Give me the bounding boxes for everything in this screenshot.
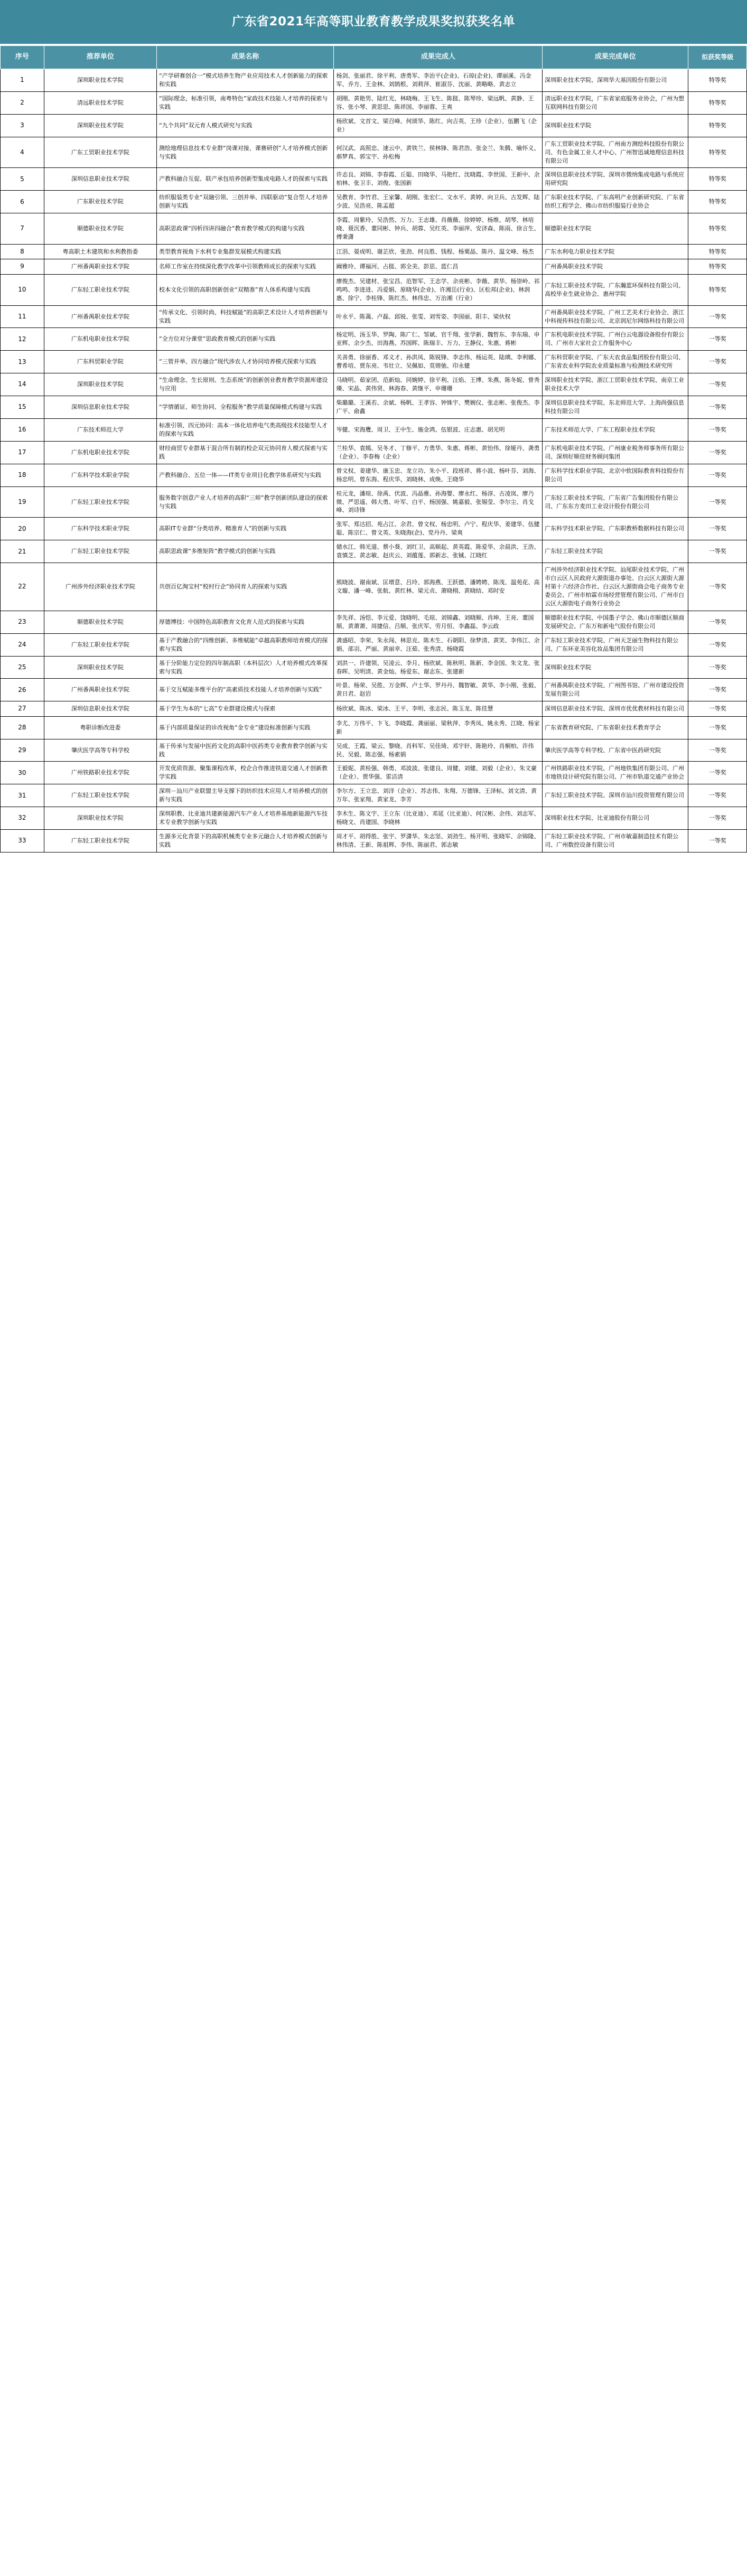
cell-award-level: 一等奖 — [688, 418, 747, 441]
cell-award-level: 特等奖 — [688, 168, 747, 191]
cell-contributing-units: 深圳职业技术学院 — [543, 114, 688, 137]
cell-seq: 4 — [1, 137, 44, 168]
cell-contributors: 熊晓波、谢南斌、匡增意、吕玲、郭海燕、王跃德、潘娉娉、陈茂、温苑花、高文璇、潘一峰、张航、黄红林、梁元贞、萧晓栩、黄晓结、邓时安 — [334, 563, 543, 611]
table-row — [1, 486, 747, 518]
cell-achievement-name: 产教科融合、五位一体——IT类专业项目化教学体系研究与实践 — [157, 464, 334, 486]
cell-achievement-name: 生源多元化背景下的高职机械类专业多元融合人才培养模式创新与实践 — [157, 830, 334, 853]
cell-seq: 33 — [1, 830, 44, 853]
cell-contributing-units: 广东科贸职业学院、广东天农食品集团股份有限公司、广东省农业科学院农业质量标准与检测技术研究所 — [543, 351, 688, 373]
cell-seq: 14 — [1, 373, 44, 396]
table-row — [1, 807, 747, 830]
cell-recommending-unit: 广东科学技术职业学院 — [44, 518, 156, 540]
table-row — [1, 679, 747, 701]
cell-recommending-unit: 广东轻工职业技术学院 — [44, 486, 156, 518]
table-row — [1, 245, 747, 259]
cell-seq: 20 — [1, 518, 44, 540]
cell-seq: 8 — [1, 245, 44, 259]
cell-achievement-name: 名师工作室在持续深化教学改革中引领教师成长的探索与实践 — [157, 259, 334, 274]
cell-achievement-name: 类型教育视角下水利专业集群发展模式构建实践 — [157, 245, 334, 259]
cell-contributors: 曾文权、姜建华、康玉忠、龙立功、朱小平、段班祥、蒋小波、杨叶芬、刘海、杨忠明、曾东海、程庆华、刘晓林、成焕、王晓华 — [334, 464, 543, 486]
cell-recommending-unit: 顺德职业技术学院 — [44, 213, 156, 245]
cell-achievement-name: “三管并举、四方融合”现代涉农人才协同培养模式探索与实践 — [157, 351, 334, 373]
cell-seq: 31 — [1, 784, 44, 807]
cell-contributing-units: 广东省教育研究院、广东省职业技术教育学会 — [543, 716, 688, 739]
award-table — [0, 45, 747, 853]
cell-seq: 7 — [1, 213, 44, 245]
cell-recommending-unit: 深圳信息职业技术学院 — [44, 396, 156, 419]
cell-seq: 19 — [1, 486, 44, 518]
cell-recommending-unit: 广东轻工职业技术学院 — [44, 540, 156, 563]
cell-contributing-units: 深圳信息职业技术学院、深圳市微纳集成电路与系统应用研究院 — [543, 168, 688, 191]
cell-contributors: 阚雅玲、谭福河、占挺、郭全美、彭思、蓝仁昌 — [334, 259, 543, 274]
table-row — [1, 114, 747, 137]
cell-contributors: 桂元龙，潘琼、徐禹、伏波、冯晶雅、孙海婴、廖永红、杨淳、古凌岚、廖乃徵、严思遥、韩大勇、叶军、白平、杨国强、姚嘉毅、张锡莹、李尔尘、肖戈峰、刘诗锋 — [334, 486, 543, 518]
cell-contributing-units: 广州番禺职业技术学院、广州图书馆、广州市建设投资发展有限公司 — [543, 679, 688, 701]
cell-achievement-name: 深圳职教、比亚迪共建新能源汽车产业人才培养基地新能源汽车技术专业教学创新与实践 — [157, 807, 334, 830]
cell-seq: 13 — [1, 351, 44, 373]
cell-contributing-units: 广州涉外经济职业技术学院、汕尾职业技术学院、广州市白云区人民政府大源街道办事处、白云区大源街大源村第十六经济合作社、白云区大源街商会电子商务专业委员会、广州市柏霖市场经营管理有限公司、广州市白云区大源街电子商务行业协会 — [543, 563, 688, 611]
cell-contributors: 李先祥、汤恺、李元爱、饶晓明、毛琼、刘锦鑫、刘晓顺、肖坤、王亮、董国顺、黄萧萧、周捷信、吕顺、张庆军、劳月恒、李鑫磊、李云政 — [334, 611, 543, 633]
cell-award-level: 一等奖 — [688, 518, 747, 540]
cell-achievement-name: 开发优质资源、聚集课程改革，校企合作推进铁道交通人才创新教学实践 — [157, 762, 334, 784]
cell-contributors: 吴教育、李竹君、王家馨、胡刚、张宏仁、文水平、黄婷、向卫兵、古发辉、陆少波、吴浩亮、陈孟超 — [334, 191, 543, 213]
table-row — [1, 418, 747, 441]
table-row — [1, 441, 747, 464]
cell-achievement-name: 基于内部质量保证的诊改视角“金专业”建设标准创新与实践 — [157, 716, 334, 739]
cell-recommending-unit: 深圳职业技术学院 — [44, 656, 156, 679]
cell-contributors: 马晓明、茹家团、范新灿、同婉婷、徐平利、汪焰、王博、朱燕、陈冬妮、曾秀臻、宋晶、黄伟贤、林海春、黄继平、申珊珊 — [334, 373, 543, 396]
cell-award-level: 一等奖 — [688, 328, 747, 351]
cell-recommending-unit: 深圳职业技术学院 — [44, 114, 156, 137]
cell-recommending-unit: 清远职业技术学院 — [44, 91, 156, 114]
cell-seq: 17 — [1, 441, 44, 464]
cell-seq: 6 — [1, 191, 44, 213]
cell-award-level: 一等奖 — [688, 701, 747, 716]
cell-recommending-unit: 顺德职业技术学院 — [44, 611, 156, 633]
cell-contributing-units: 广东轻工职业技术学院、广东瀚蓝环保科技有限公司、高校毕业生就业协会、惠州学院 — [543, 274, 688, 305]
cell-contributing-units: 广东轻工职业技术学院、深圳市汕川投资管理有限公司 — [543, 784, 688, 807]
cell-award-level: 一等奖 — [688, 807, 747, 830]
cell-recommending-unit: 粤高职土木建筑和水利教指委 — [44, 245, 156, 259]
cell-contributors: 吴成、王霞、梁云、黎晓、肖科军、吴佳琦、邓宇轩、陈艳玲、肖桐柏、许伟民、吴毅、陈志强、杨素娟 — [334, 739, 543, 762]
cell-seq: 29 — [1, 739, 44, 762]
cell-contributors: 李尤、万伟平、卞飞、李晓霞、龚丽丽、梁秋萍、李秀凤、姚永秀、江晓、杨家新 — [334, 716, 543, 739]
cell-contributors: 李木生、陈文宇、王立东（比亚迪）、邓延（比亚迪）、何汉彬、余伟、刘志军、杨晓文、肖建国、李晓林 — [334, 807, 543, 830]
column-header-seq: 序号 — [1, 46, 44, 69]
cell-recommending-unit: 深圳职业技术学院 — [44, 373, 156, 396]
cell-seq: 5 — [1, 168, 44, 191]
cell-contributing-units: 广东科学技术职业学院、广东职教桥数据科技有限公司 — [543, 518, 688, 540]
cell-achievement-name: 高职思政课“多维矩阵”教学模式的创新与实践 — [157, 540, 334, 563]
column-header-award-level: 拟获奖等级 — [688, 46, 747, 69]
cell-contributing-units: 顺德职业技术学院、中国墨子学会、佛山市顺德区顺商发展研究会、广东万和新电气股份有限公司 — [543, 611, 688, 633]
cell-achievement-name: 基于学生为本的“七高”专业群建设模式与探索 — [157, 701, 334, 716]
table-row — [1, 633, 747, 656]
cell-award-level: 特等奖 — [688, 191, 747, 213]
cell-contributing-units: 广东技术师范大学、广东工程职业技术学院 — [543, 418, 688, 441]
cell-recommending-unit: 广东轻工职业技术学院 — [44, 633, 156, 656]
table-row — [1, 373, 747, 396]
cell-seq: 16 — [1, 418, 44, 441]
cell-award-level: 特等奖 — [688, 114, 747, 137]
cell-recommending-unit: 广东轻工职业技术学院 — [44, 784, 156, 807]
cell-achievement-name: 基于产教融合的“四维创新、多维赋能”卓越高职教师培育模式的探索与实践 — [157, 633, 334, 656]
cell-contributing-units: 广东机电职业技术学院、广州康业税务师事务所有限公司、深圳好顺佳财务顾问集团 — [543, 441, 688, 464]
cell-achievement-name: 基于交互赋能多维平台的“高素质技术技能人才培养创新与实践” — [157, 679, 334, 701]
cell-contributors: 岑健、宋海鹰、周卫、王中生、施金鸿、伍银波、庄志惠、胡光明 — [334, 418, 543, 441]
table-row — [1, 168, 747, 191]
cell-recommending-unit: 广东技术师范大学 — [44, 418, 156, 441]
table-header — [1, 46, 747, 69]
cell-award-level: 一等奖 — [688, 739, 747, 762]
cell-recommending-unit: 广东科贸职业学院 — [44, 351, 156, 373]
cell-award-level: 特等奖 — [688, 274, 747, 305]
column-header-contributing-units: 成果完成单位 — [543, 46, 688, 69]
table-row — [1, 518, 747, 540]
cell-award-level: 一等奖 — [688, 351, 747, 373]
cell-contributing-units: 肇庆医学高等专科学校、广东省中医药研究院 — [543, 739, 688, 762]
cell-contributors: 廖俊杰、吴建材、张宝昌、范智军、王志学、余亮彬、李薇、黄华、杨崇岭、祁鸣鸣、李进进、冯爱娟、原晓华(企业)、许湘岳(行业)、区松邦(企业)、林润惠、徐宁、李桂锋、陈红杰、林伟忠、万治湘（行业） — [334, 274, 543, 305]
cell-award-level: 特等奖 — [688, 213, 747, 245]
cell-seq: 21 — [1, 540, 44, 563]
cell-seq: 2 — [1, 91, 44, 114]
cell-achievement-name: 校本文化引领的高职创新创业“双精准”育人体系构建与实践 — [157, 274, 334, 305]
cell-recommending-unit: 肇庆医学高等专科学校 — [44, 739, 156, 762]
cell-award-level: 特等奖 — [688, 69, 747, 92]
cell-award-level: 一等奖 — [688, 716, 747, 739]
cell-award-level: 一等奖 — [688, 563, 747, 611]
cell-contributing-units: 深圳信息职业技术学院、深圳市优优教材科技有限公司 — [543, 701, 688, 716]
cell-recommending-unit: 广东机电职业技术学院 — [44, 441, 156, 464]
cell-achievement-name: “传承文化、引领时尚、科技赋能”的高职艺术设计人才培养创新与实践 — [157, 305, 334, 328]
cell-award-level: 一等奖 — [688, 762, 747, 784]
cell-recommending-unit: 广州涉外经济职业技术学院 — [44, 563, 156, 611]
table-row — [1, 259, 747, 274]
cell-achievement-name: 基于传承与发展中医药文化的高职中医药类专业教育教学创新与实践 — [157, 739, 334, 762]
cell-award-level: 一等奖 — [688, 486, 747, 518]
cell-contributors: 王毅妮、黄桂强、韩勇、邓波波、张建良、周健、刘健、刘毅（企业）、朱文豪（企业）、贾华强、雷洁清 — [334, 762, 543, 784]
cell-seq: 11 — [1, 305, 44, 328]
cell-contributors: 叶景、杨荣、吴胜、万金辉、卢士华、罗丹丹、魏智敏、黄华、李小刚、张毅、黄日君、赵岩 — [334, 679, 543, 701]
cell-award-level: 特等奖 — [688, 245, 747, 259]
cell-contributors: 杨定明、汤玉华、罗陶、陈广仁、邹斌、官千翔、张学新、魏哲东、李东瑞、申亚辉、余少杰、田海燕、苏国晖、陈瑞丰、万力、王静仪、朱惠、蒋彬 — [334, 328, 543, 351]
cell-award-level: 一等奖 — [688, 305, 747, 328]
cell-seq: 23 — [1, 611, 44, 633]
cell-award-level: 一等奖 — [688, 464, 747, 486]
cell-achievement-name: 纺织服装类专业“双融引领、三创并举、四联驱动”复合型人才培养创新与实践 — [157, 191, 334, 213]
table-row — [1, 464, 747, 486]
page-title-banner — [0, 0, 747, 45]
cell-recommending-unit: 广东职业技术学院 — [44, 191, 156, 213]
table-row — [1, 656, 747, 679]
cell-contributors: 刘洪一、许建领、吴凌云、李月、杨欣斌、陈秋明、陈新、李金国、朱文龙、张春晖、吴明清、黄金灿、杨爱东、谢志东、张建新 — [334, 656, 543, 679]
cell-seq: 18 — [1, 464, 44, 486]
cell-achievement-name: 服务数字创意产业人才培养的高职“三师”教学创新团队建设的探索与实践 — [157, 486, 334, 518]
cell-contributing-units: 广东轻工职业技术学院、广州天芝丽生物科技有限公司、广东环亚美容化妆品集团有限公司 — [543, 633, 688, 656]
cell-seq: 15 — [1, 396, 44, 419]
cell-award-level: 一等奖 — [688, 373, 747, 396]
cell-contributors: 柴璐璐、王溪若、余斌、杨帆、王孝容、钟姝宇、樊婉仪、张志彬、张俊杰、李广平、俞鑫 — [334, 396, 543, 419]
cell-contributors: 周才平、胡得胜、张宇、罗潇华、朱志坚、刘劲生、杨开明、张晓军、余锦隆、林伟清、王新、陈祖辉、李伟、陈丽君、郭志敏 — [334, 830, 543, 853]
cell-seq: 27 — [1, 701, 44, 716]
cell-achievement-name: “全方位对分课堂”思政教育模式的创新与实践 — [157, 328, 334, 351]
cell-contributors: 胡刚、黄艳男、陆红光、林晓梅、王飞生、陈挺、陈琴珍、梁远帆、黄静、王容、张小琴、黄思思、陈祥国、李丽蓉、王爽 — [334, 91, 543, 114]
table-header-row — [1, 46, 747, 69]
cell-contributing-units: 广东机电职业技术学院、广州白云电器设备股份有限公司、广州市大家社会工作服务中心 — [543, 328, 688, 351]
cell-seq: 1 — [1, 69, 44, 92]
cell-seq: 9 — [1, 259, 44, 274]
cell-contributing-units: 深圳职业技术学院、比亚迪股份有限公司 — [543, 807, 688, 830]
table-row — [1, 213, 747, 245]
cell-recommending-unit: 广州番禺职业技术学院 — [44, 305, 156, 328]
cell-achievement-name: 财经商贸专业群基于混合所有制的校企双元协同育人模式探索与实践 — [157, 441, 334, 464]
table-row — [1, 351, 747, 373]
cell-seq: 30 — [1, 762, 44, 784]
cell-contributors: 储水江、韩光道、蔡小葵、刘红卫、高顺起、黄英霞、陈爱华、余晨洪、王浩、袁慎芝、黄志敏、赵庆云、刘蕴莲、郭新志、张铖、江晓红 — [334, 540, 543, 563]
cell-contributing-units: 广东职业技术学院、广东高明产业创新研究院、广东省纺织工程学会、佛山市纺织服装行业协会 — [543, 191, 688, 213]
cell-achievement-name: 测绘地理信息技术专业群“岗课对接、课赛研创”人才培养模式创新与实践 — [157, 137, 334, 168]
table-row — [1, 305, 747, 328]
cell-achievement-name: “生命理念、生长原则、生态系统”的创新创业教育教学资源库建设与应用 — [157, 373, 334, 396]
cell-contributing-units: 深圳职业技术学院、深圳华大基因股份有限公司 — [543, 69, 688, 92]
table-row — [1, 540, 747, 563]
cell-seq: 10 — [1, 274, 44, 305]
cell-achievement-name: 高职IT专业群“分类培养、精准育人”的创新与实践 — [157, 518, 334, 540]
column-header-contributors: 成果完成人 — [334, 46, 543, 69]
cell-award-level: 一等奖 — [688, 396, 747, 419]
cell-achievement-name: 标准引领、四元协同：高本一体化培养电气类高级技术技能型人才的探索与实践 — [157, 418, 334, 441]
table-row — [1, 701, 747, 716]
cell-award-level: 一等奖 — [688, 679, 747, 701]
cell-contributing-units: 广州番禺职业技术学院、广州工艺美术行业协会、浙江中科视传科技有限公司、北京润尼尔网络科技有限公司 — [543, 305, 688, 328]
cell-achievement-name: “学情循证、师生协同、全程服务”教学质量保障模式构建与实践 — [157, 396, 334, 419]
table-row — [1, 611, 747, 633]
cell-contributors: 许志良、刘锦、李春霞、丘聪、田晓华、马艳红、沈晓霞、李世国、王新中、余柏林、张卫丰、刘俊、张国新 — [334, 168, 543, 191]
cell-achievement-name: “九个共同”双元育人模式研究与实践 — [157, 114, 334, 137]
cell-recommending-unit: 广州番禺职业技术学院 — [44, 259, 156, 274]
cell-seq: 25 — [1, 656, 44, 679]
cell-contributors: 龚盛昭、李荣、朱永闯、林思克、陈木生、石朝阳、徐梦清、黄笑、李伟江、余娟、邵羽、严丽、黄丽幸、汪茹、张秀清、杨晓霞 — [334, 633, 543, 656]
column-header-recommending-unit: 推荐单位 — [44, 46, 156, 69]
cell-award-level: 一等奖 — [688, 611, 747, 633]
cell-award-level: 特等奖 — [688, 91, 747, 114]
cell-award-level: 一等奖 — [688, 830, 747, 853]
cell-contributing-units: 广东轻工职业技术学院、广东省广告集团股份有限公司、广东东方麦田工业设计股份有限公司 — [543, 486, 688, 518]
cell-contributors: 杨欣斌、文首文、梁召峰、何颂华、陈红、向吉英、王珍（企业）、伍鹏飞（企业） — [334, 114, 543, 137]
cell-contributors: 李霞、周紫玲、吴浩然、万力、王志雄、肖薇薇、徐婷婷、杨维、胡琴、林培晓、聂沉香、董同彬、钟兵、胡蓉、吴红英、李丽萍、安济森、陈雨、徐言生、傅秉潇 — [334, 213, 543, 245]
cell-seq: 32 — [1, 807, 44, 830]
table-body — [1, 69, 747, 853]
table-row — [1, 784, 747, 807]
cell-achievement-name: 共创百亿淘宝村“校村行企”协同育人的探索与实践 — [157, 563, 334, 611]
table-row — [1, 137, 747, 168]
cell-recommending-unit: 广东机电职业技术学院 — [44, 328, 156, 351]
cell-contributors: 江涓、晏成明、谢芷欣、张劲、何良胜、钱程、杨栗晶、陈丹、温文峰、杨杰 — [334, 245, 543, 259]
cell-contributors: 关善勇、徐丽香、邓义才、孙洪凤、陈锐锋、李志伟、杨运英、陆璃、李利娜、曹希培、贾东亮、韦壮立、吴佩如、莫镕弛、印永健 — [334, 351, 543, 373]
cell-recommending-unit: 广东科学技术职业学院 — [44, 464, 156, 486]
table-row — [1, 762, 747, 784]
cell-contributing-units: 广东工贸职业技术学院、广州南方测绘科技股份有限公司、有色金属工业人才中心、广州智迅诚地理信息科技有限公司 — [543, 137, 688, 168]
cell-achievement-name: “产学研赛创合一”模式培养生物产业应用技术人才创新能力的探索和实践 — [157, 69, 334, 92]
cell-achievement-name: 高职思政课“四析四讲四融合”教育教学模式的构建与实践 — [157, 213, 334, 245]
column-header-achievement-name: 成果名称 — [157, 46, 334, 69]
cell-contributors: 杨剑、张丽君、徐平利、唐勇军、李治平(企业)、石琼(企业)、谭丽溪、冯金军、乔方、王金林、刘鹄根、刘莉萍、崔淑芬、沈丽、黄略略、黄志立 — [334, 69, 543, 92]
cell-recommending-unit: 深圳职业技术学院 — [44, 807, 156, 830]
cell-award-level: 一等奖 — [688, 633, 747, 656]
cell-seq: 3 — [1, 114, 44, 137]
cell-recommending-unit: 广东轻工职业技术学院 — [44, 830, 156, 853]
cell-award-level: 特等奖 — [688, 259, 747, 274]
cell-contributing-units: 广东轻工职业技术学院、广州市敏嘉制造技术有限公司、广州数控设备有限公司 — [543, 830, 688, 853]
cell-seq: 26 — [1, 679, 44, 701]
cell-contributors: 杨欣斌、陈冰、梁冰、王平、李明、张志民、陈玉龙、陈佳慧 — [334, 701, 543, 716]
cell-award-level: 一等奖 — [688, 441, 747, 464]
cell-contributing-units: 广州番禺职业技术学院 — [543, 259, 688, 274]
cell-recommending-unit: 广东轻工职业技术学院 — [44, 274, 156, 305]
cell-award-level: 一等奖 — [688, 540, 747, 563]
cell-contributing-units: 广东科学技术职业学院、北京中软国际教育科技股份有限公司 — [543, 464, 688, 486]
table-row — [1, 274, 747, 305]
cell-achievement-name: 产教科融合互促、联产承包培养创新型集成电路人才的探索与实践 — [157, 168, 334, 191]
cell-seq: 22 — [1, 563, 44, 611]
table-row — [1, 716, 747, 739]
cell-contributing-units: 深圳信息职业技术学院、东北师范大学、上海尚强信息科技有限公司 — [543, 396, 688, 419]
cell-seq: 12 — [1, 328, 44, 351]
cell-contributors: 张军、郑达招、苑占江、余君、曾文权、杨忠明、卢宁、程庆华、姜建华、伍健聪、陈宗仁、曾文英、朱晓海(企)、党丹丹、梁爽 — [334, 518, 543, 540]
cell-recommending-unit: 广东工贸职业技术学院 — [44, 137, 156, 168]
cell-contributing-units: 深圳职业技术学院 — [543, 656, 688, 679]
cell-contributing-units: 深圳职业技术学院、浙江工贸职业技术学院、南京工业职业技术大学 — [543, 373, 688, 396]
table-row — [1, 830, 747, 853]
cell-award-level: 一等奖 — [688, 656, 747, 679]
cell-seq: 24 — [1, 633, 44, 656]
cell-contributors: 李尔方、王立忠、刘洋（企业）、苏志伟、朱翔、万德锋、王泽标、刘文清、黄万年、张家翔、黄家龙、李芳 — [334, 784, 543, 807]
cell-contributors: 叶永平、陈蔼、卢磊、邱锐、张雯、刘雪姿、李国丽、阳丰、梁伙权 — [334, 305, 543, 328]
cell-recommending-unit: 深圳信息职业技术学院 — [44, 168, 156, 191]
table-row — [1, 563, 747, 611]
cell-award-level: 一等奖 — [688, 784, 747, 807]
table-row — [1, 396, 747, 419]
table-row — [1, 69, 747, 92]
cell-contributing-units: 清远职业技术学院，广东省家庭服务业协会，广州为想互联网科技有限公司 — [543, 91, 688, 114]
cell-achievement-name: 深圳－汕川产业联盟主导支撑下的纺织技术应用人才培养模式的创新与实践 — [157, 784, 334, 807]
cell-recommending-unit: 深圳信息职业技术学院 — [44, 701, 156, 716]
page-title: 广东省2021年高等职业教育教学成果奖拟获奖名单 — [231, 14, 515, 29]
cell-contributing-units: 顺德职业技术学院 — [543, 213, 688, 245]
table-row — [1, 739, 747, 762]
cell-recommending-unit: 广州铁路职业技术学院 — [44, 762, 156, 784]
table-row — [1, 91, 747, 114]
cell-recommending-unit: 广州番禺职业技术学院 — [44, 679, 156, 701]
cell-seq: 28 — [1, 716, 44, 739]
cell-contributing-units: 广东水利电力职业技术学院 — [543, 245, 688, 259]
cell-contributing-units: 广州铁路职业技术学院、广州地铁集团有限公司、广州市地铁设计研究院有限公司、广州市轨道交通产业协会 — [543, 762, 688, 784]
cell-achievement-name: 厚德博技：中国特色高职教育文化育人范式的探索与实践 — [157, 611, 334, 633]
table-row — [1, 191, 747, 213]
cell-award-level: 特等奖 — [688, 137, 747, 168]
cell-recommending-unit: 粤职诊断改进委 — [44, 716, 156, 739]
cell-recommending-unit: 深圳职业技术学院 — [44, 69, 156, 92]
cell-contributors: 兰桂华、袁嫣、吴冬才、丁修平、方勇华、朱惠、蒋彬、黄怡伟、徐娅丹、龚勇（企业）、李春梅（企业） — [334, 441, 543, 464]
cell-contributing-units: 广东轻工职业技术学院 — [543, 540, 688, 563]
cell-contributors: 何汉武、高照忠、速云中、黄铁兰、侯林锋、陈君浩、张金兰、朱腾、喻怀义、郝梦真、郭宝宇、孙松梅 — [334, 137, 543, 168]
cell-achievement-name: “国际理念，标准引领，南粤特色”家政技术技能人才培养的探索与实践 — [157, 91, 334, 114]
table-row — [1, 328, 747, 351]
cell-achievement-name: 基于分阶能力定位的四年制高职（本科层次）人才培养模式改革探索与实践 — [157, 656, 334, 679]
award-list-page — [0, 0, 747, 853]
